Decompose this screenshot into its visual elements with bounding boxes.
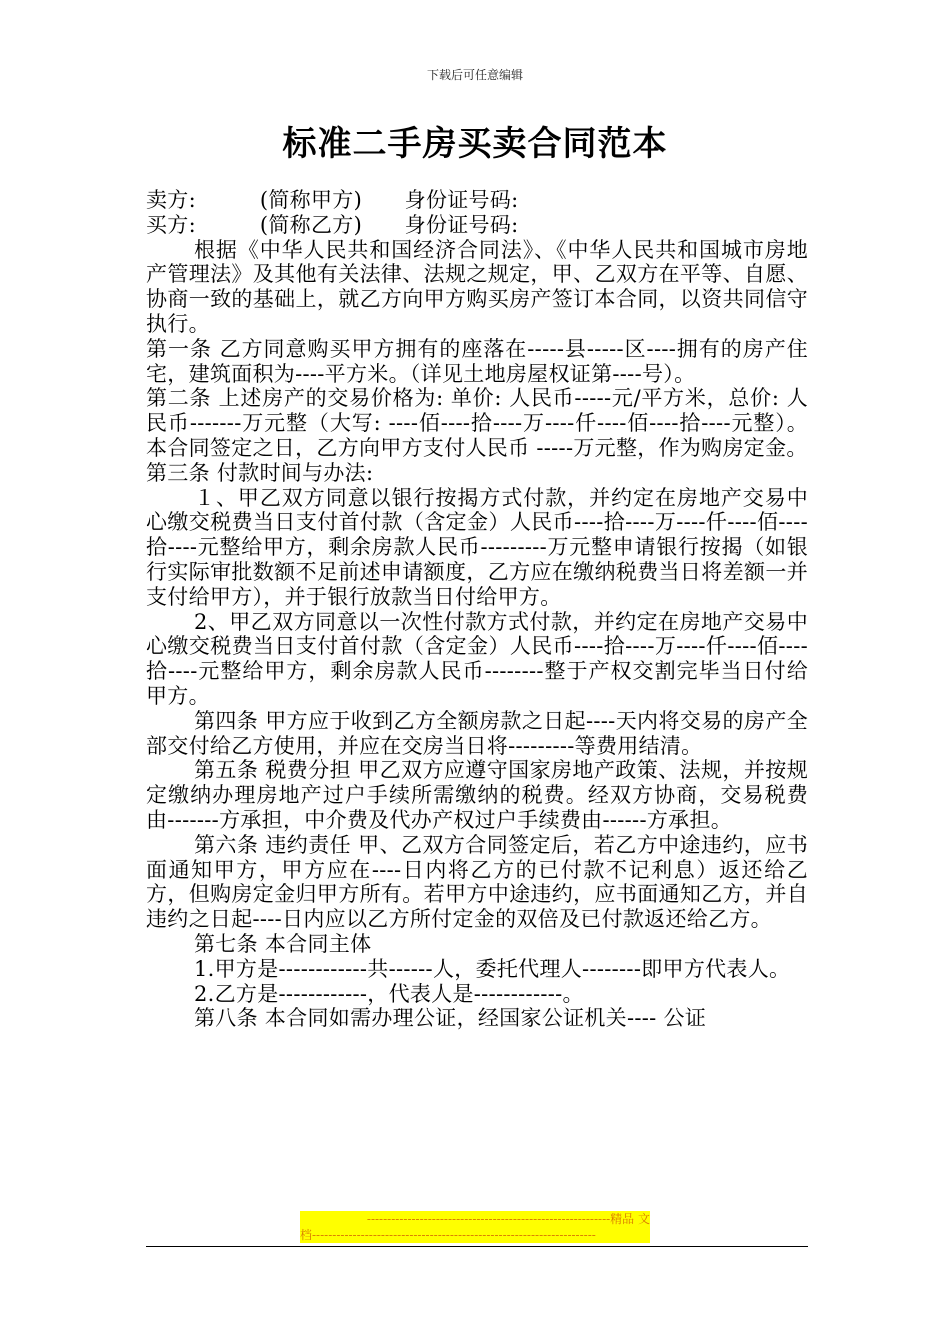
article-8: 第八条 本合同如需办理公证，经国家公证机关---- 公证: [194, 1006, 707, 1031]
contract-body: [146, 188, 808, 1031]
watermark-line-1: ------------------------------------------------------------精品 文: [366, 1212, 650, 1226]
article-1: 第一条 乙方同意购买甲方拥有的座落在-----县-----区----拥有的房产住宅，建筑面积为----平方米。（详见土地房屋权证第----号）。: [146, 336, 808, 386]
watermark-banner: [300, 1211, 650, 1243]
seller-line: 卖方: (简称甲方) 身份证号码:: [146, 188, 519, 212]
article-2: 第二条 上述房产的交易价格为: 单价: 人民币-----元/平方米，总价: 人民币-------万元整（大写: ----佰----拾----万----仟----佰----拾----元整）。本合同签定之日，乙方向甲方支付人民币 -----万元整，作为购房定金。: [146, 386, 808, 460]
article-3-heading: 第三条 付款时间与办法:: [146, 460, 374, 485]
article-4: 第四条 甲方应于收到乙方全额房款之日起----天内将交易的房产全部交付给乙方使用，并应在交房当日将---------等费用结清。: [146, 708, 808, 758]
article-7-heading: 第七条 本合同主体: [194, 931, 372, 956]
article-3-clause-1: １、甲乙双方同意以银行按揭方式付款，并约定在房地产交易中心缴交税费当日支付首付款（含定金）人民币----拾----万----仟----佰----拾----元整给甲方，剩余房款人民币---------万元整申请银行按揭（如银行实际审批数额不足前述申请额度，乙方应在缴纳税费当日将差额一并支付给甲方），并于银行放款当日付给甲方。: [146, 485, 808, 609]
article-5: 第五条 税费分担 甲乙双方应遵守国家房地产政策、法规，并按规定缴纳办理房地产过户手续所需缴纳的税费。经双方协商，交易税费由-------方承担，中介费及代办产权过户手续费由------方承担。: [146, 758, 808, 832]
article-7-item-2: 2.乙方是------------，代表人是------------。: [194, 981, 584, 1006]
article-3-clause-2: 2、甲乙双方同意以一次性付款方式付款，并约定在房地产交易中心缴交税费当日支付首付款（含定金）人民币----拾----万----仟----佰----拾----元整给甲方，剩余房款人民币--------整于产权交割完毕当日付给甲方。: [146, 609, 808, 708]
article-6: 第六条 违约责任 甲、乙双方合同签定后，若乙方中途违约，应书面通知甲方，甲方应在----日内将乙方的已付款不记利息）返还给乙方，但购房定金归甲方所有。若甲方中途违约，应书面通知乙方，并自违约之日起----日内应以乙方所付定金的双倍及已付款返还给乙方。: [146, 832, 808, 932]
article-7-item-1: 1.甲方是------------共------人，委托代理人--------即甲方代表人。: [194, 956, 791, 981]
document-title: 标准二手房买卖合同范本: [282, 124, 668, 164]
footer-divider: [146, 1246, 808, 1247]
buyer-line: 买方: (简称乙方) 身份证号码:: [146, 212, 519, 237]
watermark-line-2: 档----------------------------------------------------------------------: [300, 1228, 596, 1242]
download-note: 下载后可任意编辑: [426, 68, 523, 82]
preamble-paragraph: 根据《中华人民共和国经济合同法》、《中华人民共和国城市房地产管理法》及其他有关法律、法规之规定，甲、乙双方在平等、自愿、协商一致的基础上，就乙方向甲方购买房产签订本合同，以资共同信守执行。: [146, 237, 808, 336]
